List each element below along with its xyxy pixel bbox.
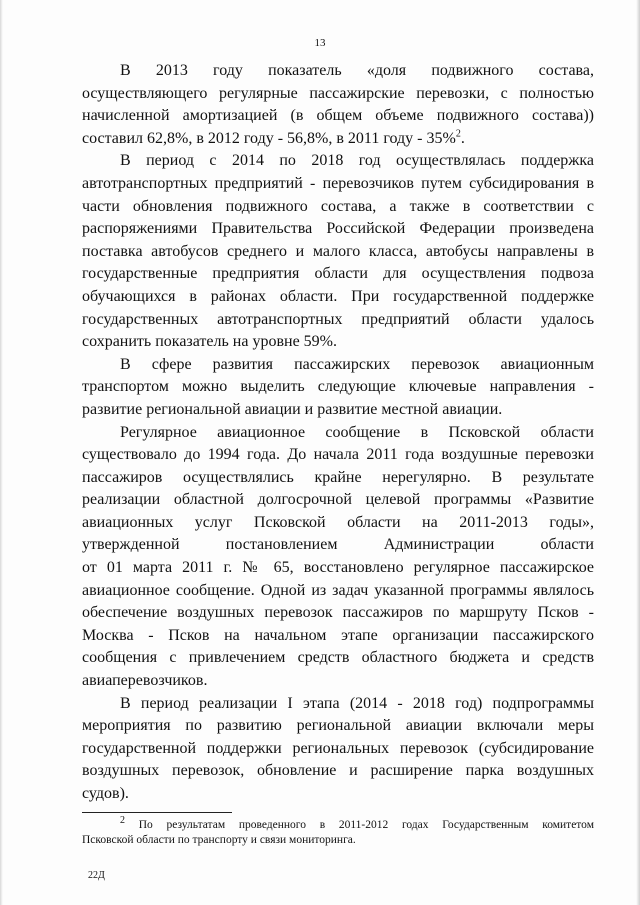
paragraph-line-text: составил 62,8%, в 2012 году - 56,8%, в 2011 году - 35% (82, 129, 456, 147)
paragraph-line: части обновления подвижного состава, а также в соответствии с (82, 197, 594, 215)
paragraph-line: поставка автобусов среднего и малого класса, автобусы направлены в (82, 242, 594, 260)
paragraph-line: государственной поддержки региональных перевозок (субсидирование (82, 739, 594, 757)
paragraph-line: сообщения с привлечением средств областного бюджета и средств (82, 649, 594, 667)
paragraph-line: сохранить показатель на уровне 59%. (82, 333, 338, 351)
paragraph-line: осуществляющего регулярные пассажирские перевозки, с полностью (82, 84, 594, 102)
paragraph-line: реализации областной долгосрочной целевой программы «Развитие (82, 491, 594, 509)
paragraph-line: В период с 2014 по 2018 год осуществлялась поддержка (120, 152, 594, 170)
period: . (460, 129, 465, 147)
page-number: 13 (314, 37, 326, 49)
paragraph-line: транспортом можно выделить следующие ключевые направления - (82, 378, 594, 396)
paragraph-line: В период реализации I этапа (2014 - 2018 год) подпрограммы (120, 694, 594, 712)
footnote-marker: 2 (120, 815, 125, 827)
paragraph-2 (82, 150, 594, 353)
paragraph-line: авиационных услуг Псковской области на 2011-2013 годы», (82, 513, 594, 531)
paragraph-line: В сфере развития пассажирских перевозок авиационным (120, 355, 594, 373)
footnote-line-with-marker (82, 815, 594, 833)
paragraph-line: государственных автотранспортных предприятий области удалось (82, 310, 594, 328)
footnote-line-text: По результатам проведенного в 2011-2012 годах Государственным комитетом (138, 819, 594, 831)
paragraph-line: авиаперевозчиков. (82, 672, 208, 690)
paragraph-line: государственные предприятия области для осуществления подвоза (82, 265, 594, 283)
document-code: 22Д (88, 870, 105, 881)
paragraph-line: судов). (82, 785, 129, 802)
footnote-line: Псковской области по транспорту и связи мониторинга. (82, 834, 356, 846)
paragraph-line: авиационное сообщение. Одной из задач указанной программы являлось (82, 581, 594, 599)
paragraph-line: обучающихся в районах области. При государственной поддержке (82, 287, 594, 305)
paragraph-line: развитие региональной авиации и развитие местной авиации. (82, 400, 503, 418)
scan-edge-right (636, 0, 640, 905)
paragraph-line: воздушных перевозок, обновление и расширение парка воздушных (82, 762, 594, 780)
paragraph-line: Москва - Псков на начальном этапе организации пассажирского (82, 626, 594, 644)
paragraph-line: от 01 марта 2011 г. № 65, восстановлено регулярное пассажирское (82, 559, 594, 577)
paragraph-line: В 2013 году показатель «доля подвижного состава, (120, 62, 594, 79)
paragraph-line: начисленной амортизацией (в общем объеме подвижного состава)) (82, 107, 594, 125)
paragraph-line: автотранспортных предприятий - перевозчиков путем субсидирования в (82, 174, 594, 192)
paragraph-line: распоряжениями Правительства Российской Федерации произведена (82, 220, 594, 238)
paragraph-1 (82, 60, 594, 150)
paragraph-line: утвержденной постановлением Администрации области (82, 536, 594, 554)
paragraph-line: пассажиров осуществлялись крайне нерегулярно. В результате (82, 468, 594, 486)
footnote-separator (82, 812, 232, 813)
paragraph-line: мероприятия по развитию региональной авиации включали меры (82, 717, 594, 735)
paragraph-5 (82, 693, 594, 806)
scan-edge-left (0, 0, 3, 905)
paragraph-4 (82, 422, 594, 693)
paragraph-line: существовало до 1994 года. До начала 2011 года воздушные перевозки (82, 446, 594, 464)
footnote-reference[interactable]: 2 (455, 128, 461, 140)
footnote (82, 815, 594, 848)
paragraph-line: обеспечение воздушных перевозок пассажиров по маршруту Псков - (82, 604, 594, 622)
paragraph-line: Регулярное авиационное сообщение в Псковской области (120, 423, 594, 441)
body-text (82, 60, 594, 806)
paragraph-3 (82, 354, 594, 422)
paragraph-line-with-footnote (82, 128, 594, 151)
